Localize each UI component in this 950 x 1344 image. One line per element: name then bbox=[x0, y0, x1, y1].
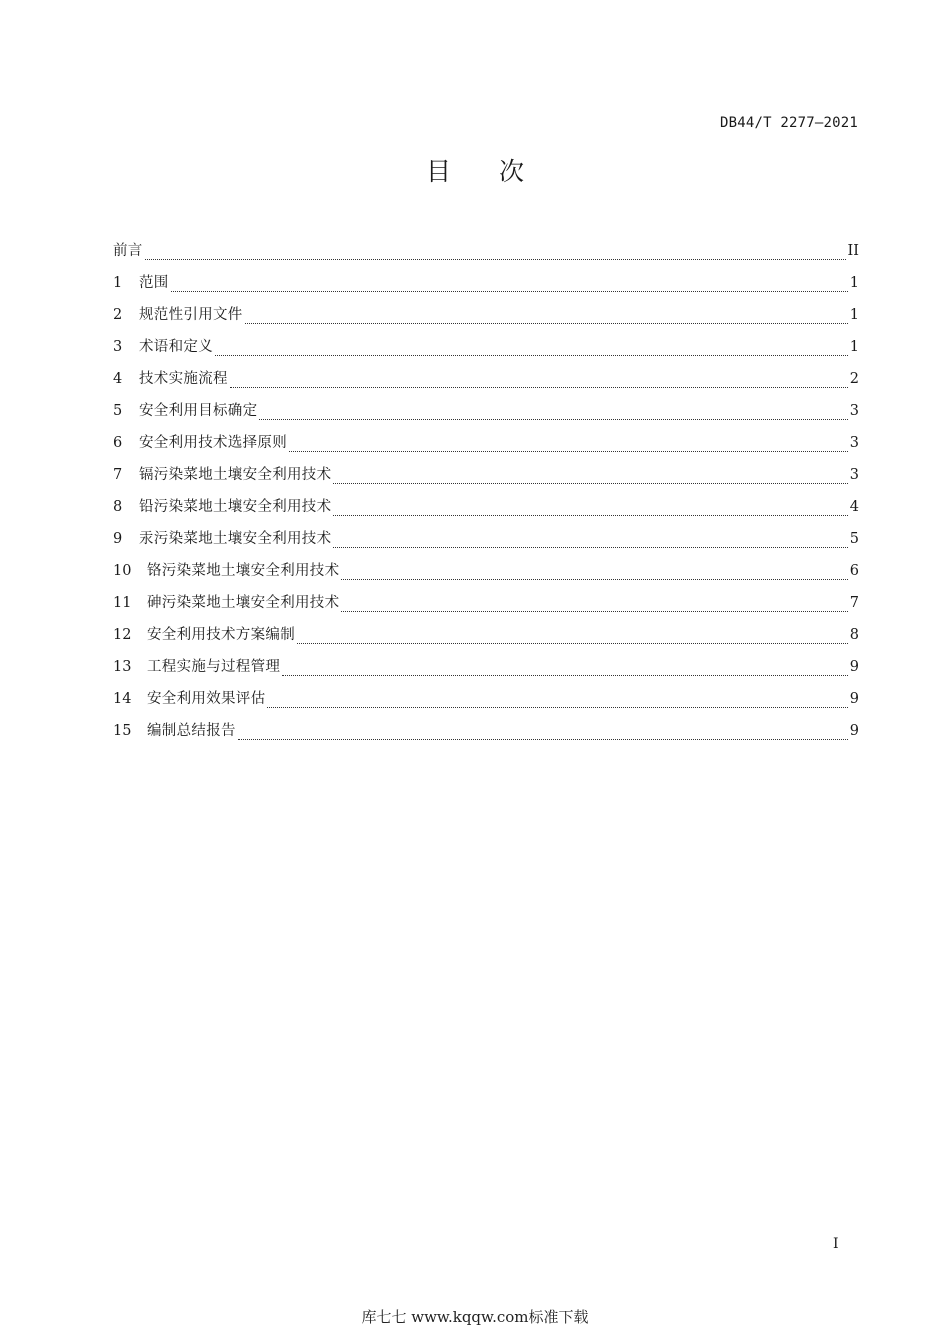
toc-entry-4[interactable] bbox=[113, 368, 859, 400]
toc-entry-page: 5 bbox=[849, 531, 859, 547]
toc-entry-7[interactable] bbox=[113, 464, 859, 496]
toc-entry-number: 4 bbox=[113, 371, 123, 387]
toc-entry-3[interactable] bbox=[113, 336, 859, 368]
toc-leader-dots bbox=[333, 515, 847, 516]
toc-entry-text: 术语和定义 bbox=[139, 339, 213, 355]
toc-entry-14[interactable] bbox=[113, 688, 859, 720]
toc-title-char-1: 目 bbox=[425, 157, 451, 186]
toc-leader-dots bbox=[171, 291, 848, 292]
toc-entry-text: 砷污染菜地土壤安全利用技术 bbox=[147, 595, 340, 611]
toc-entry-9[interactable] bbox=[113, 528, 859, 560]
page-number: I bbox=[833, 1236, 839, 1252]
toc-entry-number: 3 bbox=[113, 339, 123, 355]
toc-entry-page: II bbox=[847, 243, 859, 259]
toc-entry-text: 规范性引用文件 bbox=[139, 307, 243, 323]
toc-leader-dots bbox=[238, 739, 848, 740]
toc-entry-2[interactable] bbox=[113, 304, 859, 336]
toc-entry-number: 8 bbox=[113, 499, 123, 515]
toc-leader-dots bbox=[145, 259, 846, 260]
toc-leader-dots bbox=[341, 611, 847, 612]
toc-entry-text: 编制总结报告 bbox=[147, 723, 236, 739]
toc-entry-text: 汞污染菜地土壤安全利用技术 bbox=[139, 531, 332, 547]
toc-leader-dots bbox=[215, 355, 848, 356]
toc-entry-text: 铅污染菜地土壤安全利用技术 bbox=[139, 499, 332, 515]
toc-entry-page: 6 bbox=[849, 563, 859, 579]
toc-leader-dots bbox=[333, 547, 847, 548]
toc-entry-11[interactable] bbox=[113, 592, 859, 624]
toc-entry-page: 4 bbox=[849, 499, 859, 515]
toc-entry-page: 3 bbox=[849, 435, 859, 451]
toc-entry-13[interactable] bbox=[113, 656, 859, 688]
toc-entry-12[interactable] bbox=[113, 624, 859, 656]
toc-entry-text: 安全利用目标确定 bbox=[139, 403, 258, 419]
toc-entry-text: 安全利用效果评估 bbox=[147, 691, 266, 707]
toc-entry-page: 1 bbox=[849, 339, 859, 355]
toc-entry-number: 12 bbox=[113, 627, 132, 643]
toc-leader-dots bbox=[289, 451, 848, 452]
toc-entry-page: 1 bbox=[849, 275, 859, 291]
toc-entry-foreword[interactable] bbox=[113, 240, 859, 272]
toc-entry-page: 7 bbox=[849, 595, 859, 611]
toc-entry-number: 1 bbox=[113, 275, 123, 291]
toc-entry-text: 镉污染菜地土壤安全利用技术 bbox=[139, 467, 332, 483]
toc-leader-dots bbox=[259, 419, 847, 420]
document-code: DB44/T 2277—2021 bbox=[719, 115, 858, 131]
toc-entry-text: 铬污染菜地土壤安全利用技术 bbox=[147, 563, 340, 579]
toc-leader-dots bbox=[230, 387, 848, 388]
toc-leader-dots bbox=[282, 675, 848, 676]
toc-entry-page: 8 bbox=[849, 627, 859, 643]
toc-entry-10[interactable] bbox=[113, 560, 859, 592]
toc-entry-page: 9 bbox=[849, 691, 859, 707]
toc-entry-text: 前言 bbox=[113, 243, 143, 259]
toc-entry-6[interactable] bbox=[113, 432, 859, 464]
toc-entry-text: 范围 bbox=[139, 275, 169, 291]
toc-entry-number: 13 bbox=[113, 659, 132, 675]
toc-leader-dots bbox=[245, 323, 848, 324]
toc-entry-page: 2 bbox=[849, 371, 859, 387]
table-of-contents bbox=[113, 240, 859, 752]
watermark-text: 库七七 www.kqqw.com标准下载 bbox=[361, 1308, 589, 1326]
toc-leader-dots bbox=[267, 707, 847, 708]
toc-entry-page: 1 bbox=[849, 307, 859, 323]
toc-entry-number: 10 bbox=[113, 563, 132, 579]
toc-entry-15[interactable] bbox=[113, 720, 859, 752]
toc-entry-page: 3 bbox=[849, 403, 859, 419]
toc-entry-page: 3 bbox=[849, 467, 859, 483]
toc-entry-text: 工程实施与过程管理 bbox=[147, 659, 281, 675]
toc-entry-text: 安全利用技术选择原则 bbox=[139, 435, 287, 451]
toc-entry-page: 9 bbox=[849, 723, 859, 739]
toc-entry-8[interactable] bbox=[113, 496, 859, 528]
toc-entry-number: 14 bbox=[113, 691, 132, 707]
toc-entry-number: 9 bbox=[113, 531, 123, 547]
toc-entry-number: 2 bbox=[113, 307, 123, 323]
toc-leader-dots bbox=[333, 483, 847, 484]
toc-entry-number: 11 bbox=[113, 595, 132, 611]
toc-entry-number: 15 bbox=[113, 723, 132, 739]
toc-leader-dots bbox=[297, 643, 848, 644]
toc-entry-1[interactable] bbox=[113, 272, 859, 304]
toc-entry-page: 9 bbox=[849, 659, 859, 675]
toc-entry-text: 技术实施流程 bbox=[139, 371, 228, 387]
toc-entry-number: 6 bbox=[113, 435, 123, 451]
toc-title-char-2: 次 bbox=[499, 157, 525, 186]
toc-entry-5[interactable] bbox=[113, 400, 859, 432]
toc-entry-text: 安全利用技术方案编制 bbox=[147, 627, 295, 643]
toc-entry-number: 7 bbox=[113, 467, 123, 483]
toc-entry-number: 5 bbox=[113, 403, 123, 419]
toc-leader-dots bbox=[341, 579, 847, 580]
toc-title bbox=[0, 152, 950, 188]
